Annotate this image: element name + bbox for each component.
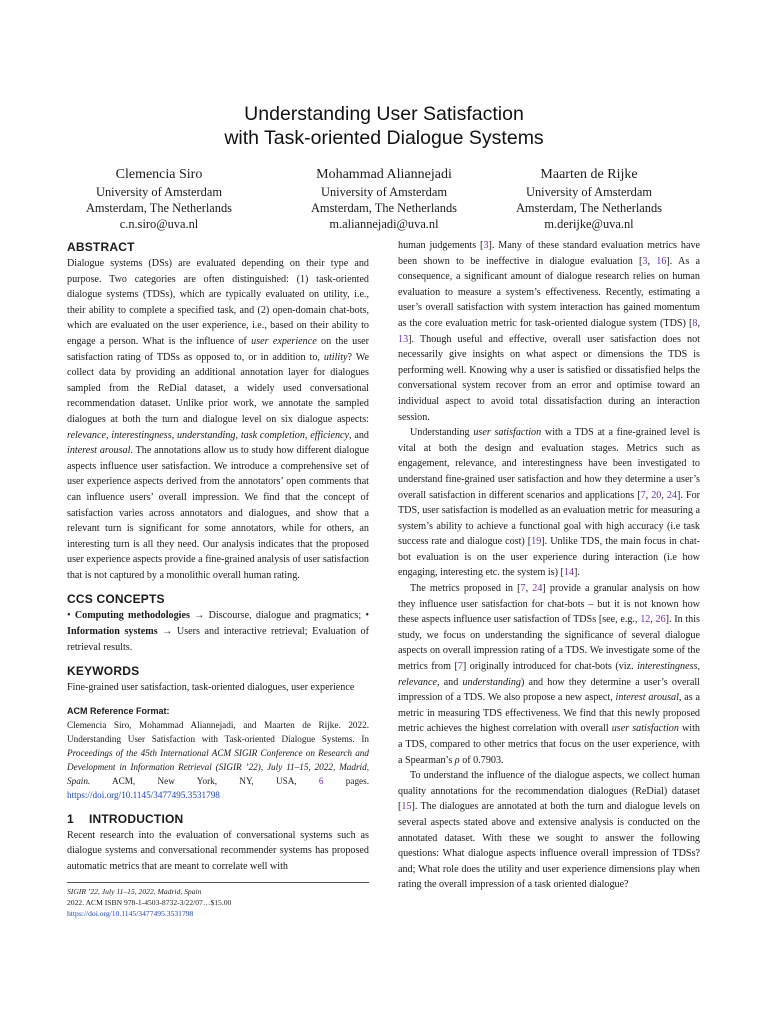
citation-link[interactable]: 7 xyxy=(457,661,463,673)
citation-link[interactable]: 15 xyxy=(401,801,412,813)
citation-link[interactable]: 3 xyxy=(642,255,648,267)
paragraph: Understanding user satisfaction with a TDS at a fine-grained level is vital at both the design and evaluation stages. Metrics such as engagement, relevance, and interestingness have been investigated to understand fine-grained user satisfaction and how they determine a user’s overall satisfaction in different scenarios and applications [7, 20, 24]. For TDS, user satisfaction is modelled as an evaluation metric for measuring a system’s ability to achieve a functional goal with high accuracy (i.e task success rate and dialogue cost) [19]. Unlike TDS, the main focus in chat-bot evaluation is on the user experience during interaction (i.e how engaging, interesting etc. the system is) [14]. xyxy=(398,427,701,579)
ccs-heading: CCS CONCEPTS xyxy=(67,592,165,607)
keywords-heading: KEYWORDS xyxy=(67,664,140,679)
author-location: Amsterdam, The Netherlands xyxy=(515,201,662,215)
author-name: Maarten de Rijke xyxy=(540,167,638,182)
title-line-2: with Task-oriented Dialogue Systems xyxy=(224,127,544,149)
citation-link[interactable]: 19 xyxy=(531,536,542,548)
citation-link[interactable]: 14 xyxy=(563,567,575,579)
citation-link[interactable]: 24 xyxy=(666,489,678,501)
citation-link[interactable]: 20 xyxy=(651,489,662,501)
doi-link[interactable]: https://doi.org/10.1145/3477495.3531798 xyxy=(67,789,220,800)
author-email: c.n.siro@uva.nl xyxy=(119,217,199,231)
author-location: Amsterdam, The Netherlands xyxy=(310,201,457,215)
citation-link[interactable]: 7 xyxy=(520,583,526,595)
author-1 xyxy=(49,166,269,232)
author-name: Clemencia Siro xyxy=(115,167,203,182)
author-affiliation: University of Amsterdam xyxy=(96,185,222,199)
citation-link[interactable]: 3 xyxy=(483,240,489,251)
keywords-text: Fine-grained user satisfaction, task-oriented dialogues, user experience xyxy=(67,682,355,694)
footer-venue: SIGIR ’22, July 11–15, 2022, Madrid, Spain xyxy=(67,887,202,896)
paragraph: The metrics proposed in [7, 24] provide a granular analysis on how they influence user satisfaction for chat-bots – but it is not known how these aspects influence user satisfaction of TDSs [see, e.g., 12, 26]. In this study, we focus on understanding the significance of several dialogue aspects on overall impression rating of a TDS. We investigate some of the metrics from [7] originally introduced for chat-bots (viz. interestingness, relevance, and understanding) and how they determine a user’s overall impression of a TDS. We also propose a new aspect, interest arousal, as a metric in measuring TDS effectiveness. We find that this newly proposed metric achieves the highest correlation with overall user satisfaction with a TDS, compared to other metrics that focus on the user experience, with a Spearman’s ρ of 0.7903. xyxy=(398,583,700,766)
pages-link[interactable]: 6 xyxy=(318,775,324,786)
intro-text-left: Recent research into the evaluation of conversational systems such as dialogue systems and conversational recommender systems has proposed automatic metrics that are meant to correlate well with xyxy=(67,829,369,873)
citation-link[interactable]: 24 xyxy=(532,583,543,595)
paragraph: To understand the influence of the dialogue aspects, we collect human quality annotations for the recommendation dialogues (ReDial) dataset [15]. The dialogues are annotated at both the turn and dialogue levels on several aspects stated above and extensive analysis is conducted on the annotated dataset. With these we sought to answer the following questions: What dialogue aspects influence overall impression of TDSs? and; What role does the utility and user experience dimensions play when rating the overall impression of a task oriented dialogue? xyxy=(398,770,700,891)
abstract-heading: ABSTRACT xyxy=(67,240,135,254)
section-title: INTRODUCTION xyxy=(89,811,184,826)
acm-reference-text: Clemencia Siro, Mohammad Aliannejadi, and Maarten de Rijke. 2022. Understanding User Satisfaction with Task-oriented Dialogue Systems. In Proceedings of the 45th International ACM SIGIR Conference on Research and Development in Information Retrieval (SIGIR ’22), July 11–15, 2022, Madrid, Spain. ACM, New York, NY, USA, 6 pages. https://doi.org/10.1145/3477495.3531798 xyxy=(67,719,370,800)
author-2 xyxy=(274,166,494,232)
citation-link[interactable]: 26 xyxy=(655,614,666,626)
citation-link[interactable]: 13 xyxy=(398,333,409,345)
author-3 xyxy=(479,166,699,232)
footnote-block xyxy=(67,882,369,919)
author-affiliation: University of Amsterdam xyxy=(526,185,652,199)
paragraph: human judgements [3]. Many of these standard evaluation metrics have been shown to be ineffective in dialogue evaluation [3, 16]. As a consequence, a significant amount of dialogue research relies on human evaluation to measure a system’s effectiveness. Recently, estimating a user’s overall satisfaction with system interaction has gained momentum as the core evaluation metric for task-oriented dialogue system (TDS) [8, 13]. Though useful and effective, overall user satisfaction does not necessarily give insights on what aspect or dimensions the TDS is performing well. Knowing why a user is satisfied or dissatisfied helps the conversational system recover from an error and optimise toward an individual aspect to avoid total dissatisfaction during an interaction session. xyxy=(398,240,701,423)
author-email: m.derijke@uva.nl xyxy=(544,217,634,231)
author-name: Mohammad Aliannejadi xyxy=(316,167,452,182)
introduction-heading xyxy=(67,810,369,828)
acm-reference-label: ACM Reference Format: xyxy=(67,705,170,716)
paper-title xyxy=(0,102,768,150)
author-affiliation: University of Amsterdam xyxy=(321,185,447,199)
footer-isbn: 2022. ACM ISBN 978-1-4503-8732-3/22/07…$15.00 xyxy=(67,898,232,907)
footer-doi-link[interactable]: https://doi.org/10.1145/3477495.3531798 xyxy=(67,909,194,918)
right-column xyxy=(398,238,700,893)
section-number: 1 xyxy=(67,811,74,826)
title-line-1: Understanding User Satisfaction xyxy=(244,103,524,125)
author-location: Amsterdam, The Netherlands xyxy=(85,201,232,215)
ccs-text: • Computing methodologies → Discourse, dialogue and pragmatics; • Information systems → Users and interactive retrieval; Evaluation of retrieval results. xyxy=(67,610,369,653)
citation-link[interactable]: 12 xyxy=(640,614,651,626)
author-email: m.aliannejadi@uva.nl xyxy=(329,217,439,231)
abstract-text: Dialogue systems (DSs) are evaluated depending on their type and purpose. Two categories are often distinguished: (1) task-oriented dialogue systems (TDSs), which are typically evaluated on utility, i.e., their ability to complete a specified task, and (2) open-domain chat-bots, which are evaluated on the user experience, i.e., based on their ability to engage a person. What is the influence of user experience on the user satisfaction rating of TDSs as opposed to, or in addition to, utility? We collect data by providing an additional annotation layer for dialogues sampled from the ReDial dataset, a widely used conversational recommendation dataset. Unlike prior work, we annotate the sampled dialogues at both the turn and dialogue level on six dialogue aspects: relevance, interestingness, understanding, task completion, efficiency, and interest arousal. The annotations allow us to study how different dialogue aspects influence user satisfaction. We introduce a comprehensive set of user experience aspects derived from the annotators’ open comments that can influence users’ overall impression. We find that the concept of satisfaction varies across annotators and dialogues, and show that a relevant turn is significant for some annotators, while for others, an interesting turn is all they need. Our analysis indicates that the proposed user experience aspects provide a fine-grained analysis of user satisfaction that is not captured by a monolithic overall human rating. xyxy=(67,258,370,581)
citation-link[interactable]: 7 xyxy=(640,489,646,501)
citation-link[interactable]: 8 xyxy=(692,317,698,329)
citation-link[interactable]: 16 xyxy=(656,255,667,267)
left-column xyxy=(67,238,369,875)
